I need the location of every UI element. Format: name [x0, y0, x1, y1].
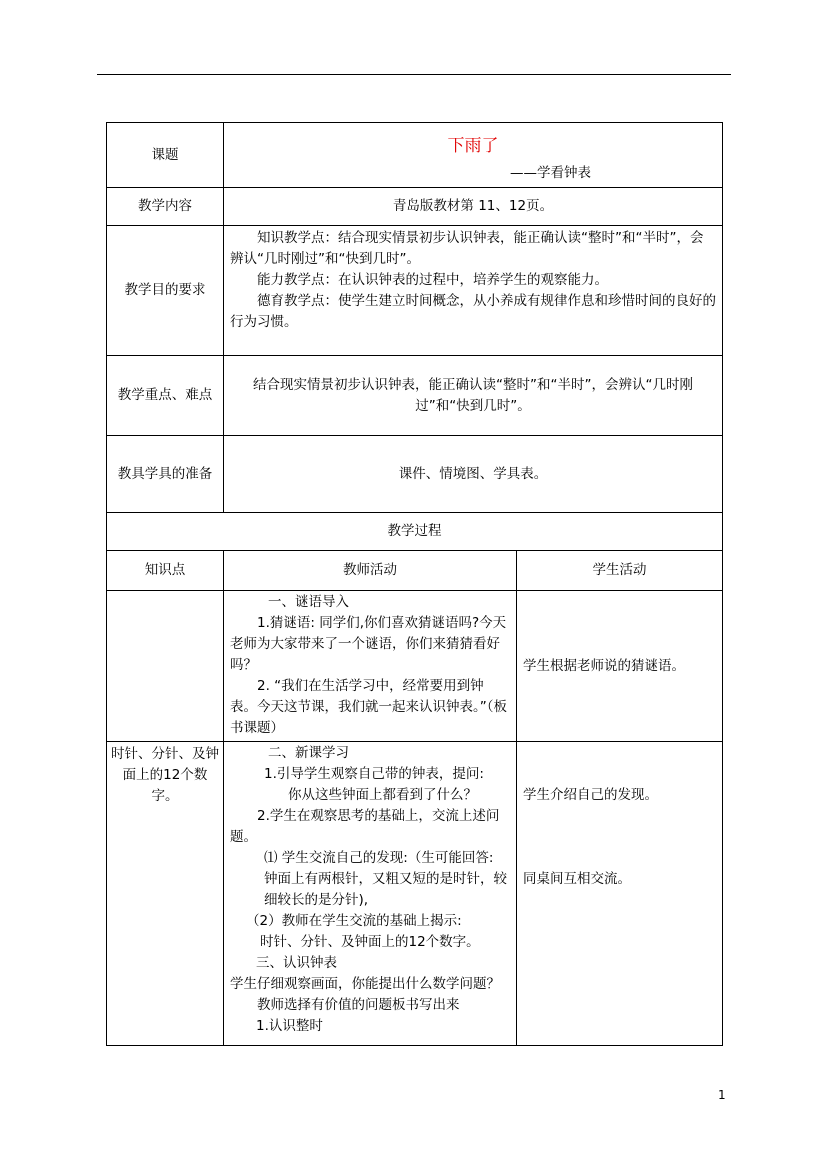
content-value: 青岛版教材第 11、12页。: [224, 188, 723, 226]
header-rule: [97, 74, 731, 75]
topic-label: 课题: [107, 123, 224, 188]
row-tools: [107, 436, 723, 513]
row-goals: [107, 226, 723, 356]
step1-student: 学生根据老师说的猜谜语。: [517, 591, 723, 742]
key-label: 教学重点、难点: [107, 356, 224, 436]
step3-board: 教师选择有价值的问题板书写出来: [257, 997, 460, 1013]
page-number: 1: [718, 1088, 726, 1102]
goals-label: 教学目的要求: [107, 226, 224, 356]
step2-knowledge: 时针、分针、及钟面上的12个数字。: [107, 742, 224, 1046]
goals-cell: [224, 226, 723, 356]
step1-riddle: 1.猜谜语: 同学们,你们喜欢猜谜语吗?今天老师为大家带来了一个谜语，你们来猜猜看好吗？: [230, 615, 507, 673]
lesson-title: 下雨了: [447, 136, 499, 156]
step3-observe: 学生仔细观察画面，你能提出什么数学问题？: [230, 976, 500, 992]
step2-teacher: [224, 742, 517, 1046]
step1-knowledge: [107, 591, 224, 742]
process-label: 教学过程: [107, 513, 723, 551]
tools-value: 课件、情境图、学具表。: [224, 436, 723, 513]
header-teacher: 教师活动: [224, 551, 517, 591]
step1-intro: 2. “我们在生活学习中，经常要用到钟表。今天这节课，我们就一起来认识钟表。”（板书课题）: [230, 678, 507, 736]
step2-reveal: （2）教师在学生交流的基础上揭示:: [246, 913, 462, 929]
header-student: 学生活动: [517, 551, 723, 591]
row-step1: [107, 591, 723, 742]
row-topic: [107, 123, 723, 188]
step2-student-2: 同桌间互相交流。: [523, 871, 631, 887]
goal-moral: 德育教学点：使学生建立时间概念，从小养成有规律作息和珍惜时间的良好的行为习惯。: [230, 293, 716, 330]
header-knowledge: 知识点: [107, 551, 224, 591]
row-step2: [107, 742, 723, 1046]
row-content: [107, 188, 723, 226]
lesson-plan-table: [106, 122, 723, 1046]
goal-knowledge: 知识教学点：结合现实情景初步认识钟表，能正确认读“整时”和“半时”，会辨认“几时刚过”和“快到几时”。: [230, 230, 704, 267]
content-label: 教学内容: [107, 188, 224, 226]
row-headers: [107, 551, 723, 591]
step3-hours: 1.认识整时: [256, 1018, 323, 1034]
step2-question: 你从这些钟面上都看到了什么？: [288, 787, 477, 803]
step2-summary: 时针、分针、及钟面上的12个数字。: [260, 934, 480, 950]
step1-teacher: [224, 591, 517, 742]
step1-heading: 一、谜语导入: [268, 594, 349, 610]
topic-cell: [224, 123, 723, 188]
key-value: 结合现实情景初步认识钟表，能正确认读“整时”和“半时”，会辨认“几时刚过”和“快到几时”。: [224, 356, 723, 436]
step2-student: [517, 742, 723, 1046]
row-key: [107, 356, 723, 436]
tools-label: 教具学具的准备: [107, 436, 224, 513]
step2-discovery: ⑴ 学生交流自己的发现:（生可能回答: 钟面上有两根针，又粗又短的是时针，较细较长的是分针),: [264, 850, 507, 908]
lesson-subtitle: ——学看钟表: [510, 165, 591, 181]
step2-student-1: 学生介绍自己的发现。: [523, 787, 658, 803]
goal-ability: 能力教学点：在认识钟表的过程中，培养学生的观察能力。: [257, 272, 608, 288]
step3-heading: 三、认识钟表: [256, 955, 337, 971]
row-process: [107, 513, 723, 551]
step2-exchange: 2.学生在观察思考的基础上，交流上述问题。: [230, 808, 500, 845]
step2-guide: 1.引导学生观察自己带的钟表，提问:: [264, 766, 484, 782]
step2-heading: 二、新课学习: [268, 745, 349, 761]
